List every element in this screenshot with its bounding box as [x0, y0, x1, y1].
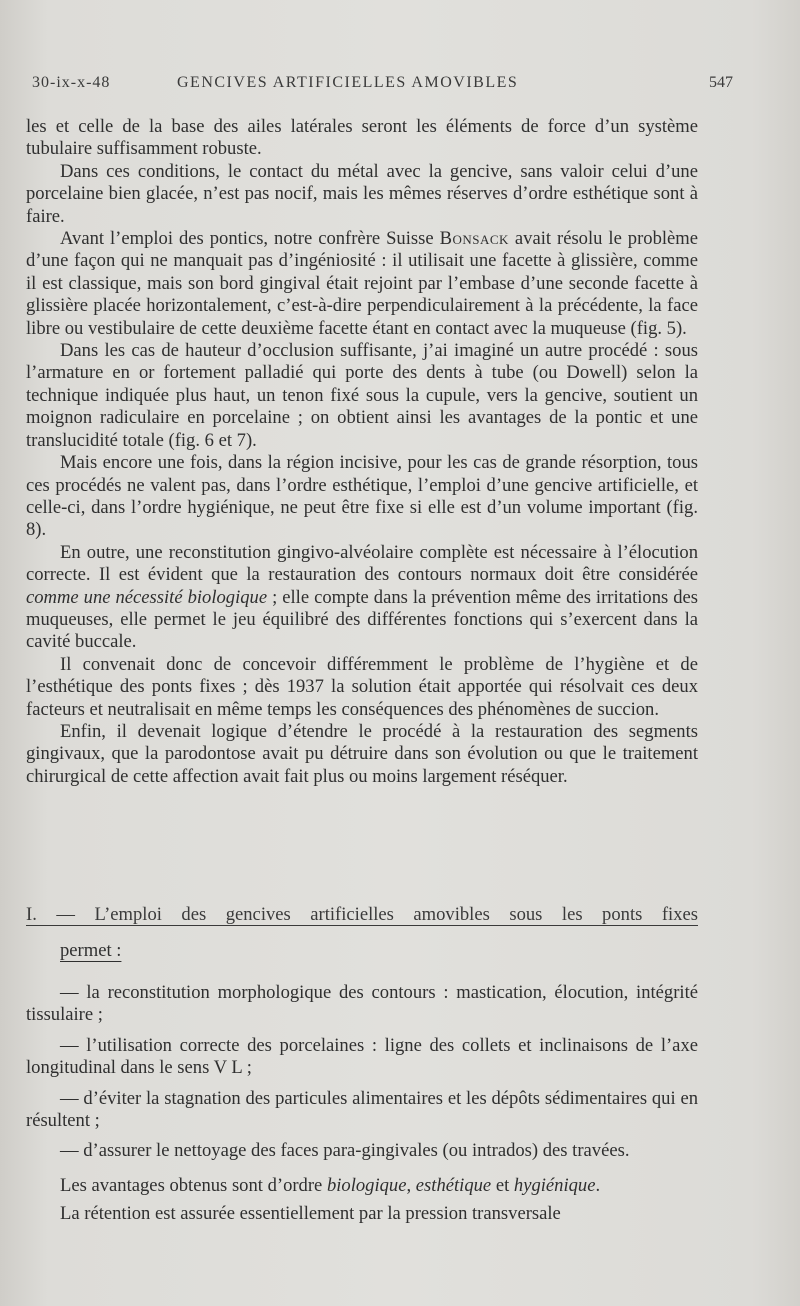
emphasis: esthétique	[415, 1174, 492, 1196]
paragraph: Enfin, il devenait logique d’étendre le procédé à la restauration des segments gingivaux, que la parodontose avait pu détruire dans son évolution ou que le traitement chirurgical de cette affection avait fait plus ou moins largement réséquer.	[26, 720, 698, 787]
paragraph: Il convenait donc de concevoir différemment le problème de l’hygiène et de l’esthétique des ponts fixes ; dès 1937 la solution était apportée qui résolvait ces deux facteurs et neutralisait en même temps les conséquences des phénomènes de succion.	[26, 653, 698, 720]
paragraph-text: Avant l’emploi des pontics, notre confrère Suisse	[60, 228, 440, 250]
paragraph: Mais encore une fois, dans la région incisive, pour les cas de grande résorption, tous ces procédés ne valent pas, dans l’ordre esthétique, l’emploi d’une gencive artificielle, et celle-ci, dans l’ordre hygiénique, ne peut être fixe si elle est d’un volume important (fig. 8).	[26, 452, 698, 541]
header-date: 30-ix-x-48	[32, 74, 111, 91]
paragraph-text: avait résolu le problème d’une façon qui ne manquait pas d’ingéniosité : il utilisait une facette à glissière, comme il est classique, mais son bord gingival était rejoint par l’embase d’une seconde facette à glissière placée horizontalement, c’est-à-dire perpendiculairement à la précédente, la face libre ou vestibulaire de cette deuxième facette étant en contact avec la muqueuse (fig. 5).	[26, 228, 699, 339]
paragraph-text: .	[595, 1174, 601, 1196]
emphasis: comme une nécessité biologique	[26, 586, 268, 608]
list-item: — d’assurer le nettoyage des faces para-gingivales (ou intrados) des travées.	[60, 1140, 630, 1162]
paragraph-text: Les avantages obtenus sont d’ordre	[60, 1174, 327, 1196]
paragraph: les et celle de la base des ailes latérales seront les éléments de force d’un système tubulaire suffisamment robuste.	[26, 116, 698, 160]
section-subtitle: permet :	[60, 940, 122, 962]
emphasis: biologique	[326, 1174, 407, 1196]
paragraph	[26, 1175, 698, 1197]
paragraph	[26, 542, 698, 654]
bullet-list	[26, 982, 698, 1234]
paragraph	[26, 228, 698, 340]
paragraph-text: ; elle compte dans la prévention même des irritations des muqueuses, elle permet le jeu équilibré des différentes fonctions qui s’exercent dans la cavité buccale.	[26, 586, 699, 653]
running-title: GENCIVES ARTIFICIELLES AMOVIBLES	[177, 74, 519, 91]
paragraph-text: En outre, une reconstitution gingivo-alvéolaire complète est nécessaire à l’élocution correcte. Il est évident que la restauration des contours normaux doit être considérée	[26, 541, 698, 586]
body-text	[26, 116, 698, 788]
paragraph-text: ,	[406, 1174, 416, 1196]
author-name: Bonsack	[439, 228, 509, 250]
section-title: I. — L’emploi des gencives artificielles amovibles sous les ponts fixes	[26, 904, 698, 925]
page-number: 547	[709, 74, 733, 91]
paragraph: Dans les cas de hauteur d’occlusion suffisante, j’ai imaginé un autre procédé : sous l’armature en or fortement palladié qui porte des dents à tube (ou Dowell) selon la technique indiquée plus haut, un tenon fixé sous la cupule, vers la gencive, soutient un moignon radiculaire en porcelaine ; on obtient ainsi les avantages de la pontic et une translucidité totale (fig. 6 et 7).	[26, 340, 698, 451]
list-item: — la reconstitution morphologique des contours : mastication, élocution, intégrité tissulaire ;	[26, 982, 698, 1026]
list-item: — l’utilisation correcte des porcelaines : ligne des collets et inclinaisons de l’axe longitudinal dans le sens V L ;	[26, 1034, 698, 1079]
paragraph-text: et	[491, 1174, 514, 1196]
section-heading	[26, 904, 698, 963]
paragraph: Dans ces conditions, le contact du métal avec la gencive, sans valoir celui d’une porcelaine bien glacée, n’est pas nocif, mais les mêmes réserves d’ordre esthétique sont à faire.	[26, 160, 698, 227]
emphasis: hygiénique	[513, 1174, 596, 1196]
list-item: — d’éviter la stagnation des particules alimentaires et les dépôts sédimentaires qui en résultent ;	[26, 1087, 698, 1132]
paragraph: La rétention est assurée essentiellement par la pression transversale	[60, 1203, 561, 1225]
